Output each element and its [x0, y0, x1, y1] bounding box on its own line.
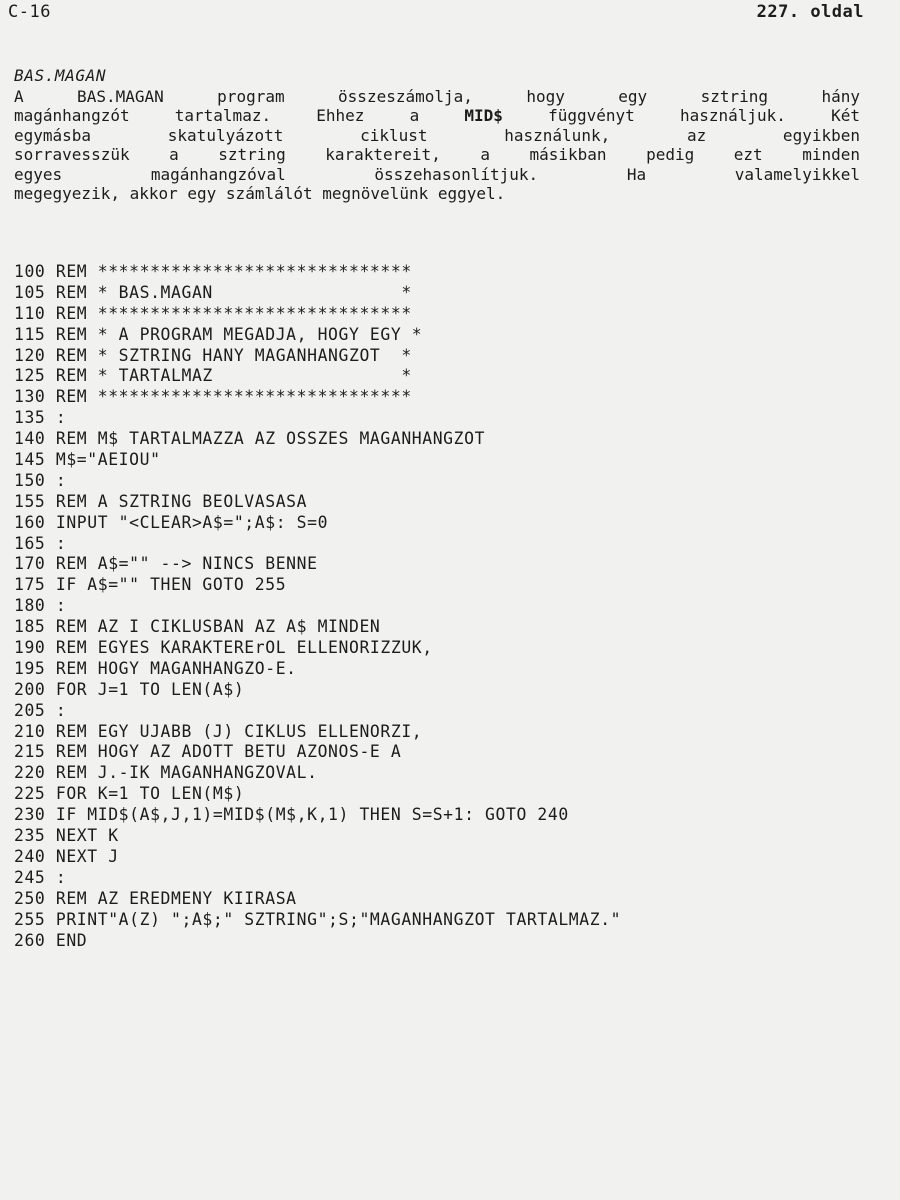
code-line: 220 REM J.-IK MAGANHANGZOVAL.: [14, 763, 318, 783]
code-line: 180 :: [14, 596, 67, 616]
paragraph-line: [14, 184, 860, 203]
paragraph-text: sorravesszük a sztring karaktereit, a másikban pedig ezt minden: [14, 145, 860, 165]
paragraph-line: [14, 165, 860, 184]
code-line: 175 IF A$="" THEN GOTO 255: [14, 575, 287, 595]
basic-program-listing: [14, 262, 874, 951]
code-line: 190 REM EGYES KARAKTERErOL ELLENORIZZUK,: [14, 638, 433, 658]
paragraph-text: magánhangzót tartalmaz. Ehhez a: [14, 106, 465, 126]
code-line: 250 REM AZ EREDMENY KIIRASA: [14, 888, 297, 908]
paragraph-text: egyes magánhangzóval összehasonlítjuk. Ha valamelyikkel: [14, 164, 860, 184]
code-line: 185 REM AZ I CIKLUSBAN AZ A$ MINDEN: [14, 617, 381, 637]
paragraph-line: [14, 126, 860, 145]
code-line: 205 :: [14, 700, 67, 720]
page-code: C-16: [8, 2, 51, 22]
paragraph-line: [14, 106, 860, 125]
code-line: 140 REM M$ TARTALMAZZA AZ OSSZES MAGANHANGZOT: [14, 429, 486, 449]
code-line: 235 NEXT K: [14, 826, 119, 846]
code-line: 120 REM * SZTRING HANY MAGANHANGZOT *: [14, 345, 412, 365]
section-title: BAS.MAGAN: [14, 66, 107, 85]
description-paragraph: [14, 87, 860, 203]
code-line: 260 END: [14, 930, 88, 950]
paragraph-line: [14, 87, 860, 106]
code-line: 215 REM HOGY AZ ADOTT BETU AZONOS-E A: [14, 742, 402, 762]
page-number: 227. oldal: [756, 2, 864, 22]
code-line: 200 FOR J=1 TO LEN(A$): [14, 679, 245, 699]
code-line: 245 :: [14, 867, 67, 887]
code-line: 225 FOR K=1 TO LEN(M$): [14, 784, 245, 804]
code-line: 165 :: [14, 533, 67, 553]
paragraph-line: [14, 145, 860, 164]
paragraph-text: függvényt használjuk. Két: [502, 106, 860, 126]
paragraph-text: A BAS.MAGAN program összeszámolja, hogy egy sztring hány: [14, 87, 860, 106]
code-line: 135 :: [14, 408, 67, 428]
code-line: 155 REM A SZTRING BEOLVASASA: [14, 491, 308, 511]
code-line: 105 REM * BAS.MAGAN *: [14, 282, 412, 302]
code-line: 255 PRINT"A(Z) ";A$;" SZTRING";S;"MAGANHANGZOT TARTALMAZ.": [14, 909, 622, 929]
code-line: 100 REM ******************************: [14, 262, 412, 281]
code-line: 150 :: [14, 470, 67, 490]
paragraph-text: egymásba skatulyázott ciklust használunk, az egyikben: [14, 125, 860, 145]
code-line: 240 NEXT J: [14, 846, 119, 866]
code-line: 110 REM ******************************: [14, 303, 412, 323]
code-line: 195 REM HOGY MAGANHANGZO-E.: [14, 658, 297, 678]
code-line: 125 REM * TARTALMAZ *: [14, 366, 412, 386]
keyword-mid: MID$: [464, 106, 503, 126]
code-line: 160 INPUT "<CLEAR>A$=";A$: S=0: [14, 512, 329, 532]
code-line: 145 M$="AEIOU": [14, 450, 161, 470]
code-line: 130 REM ******************************: [14, 387, 412, 407]
page-header: [8, 2, 864, 28]
paragraph-text: megegyezik, akkor egy számlálót megnövelünk eggyel.: [14, 183, 506, 203]
code-line: 115 REM * A PROGRAM MEGADJA, HOGY EGY *: [14, 324, 423, 344]
code-line: 170 REM A$="" --> NINCS BENNE: [14, 554, 318, 574]
show-through-text: [540, 70, 558, 133]
code-line: 210 REM EGY UJABB (J) CIKLUS ELLENORZI,: [14, 721, 423, 741]
code-line: 230 IF MID$(A$,J,1)=MID$(M$,K,1) THEN S=S+1: GOTO 240: [14, 805, 569, 825]
